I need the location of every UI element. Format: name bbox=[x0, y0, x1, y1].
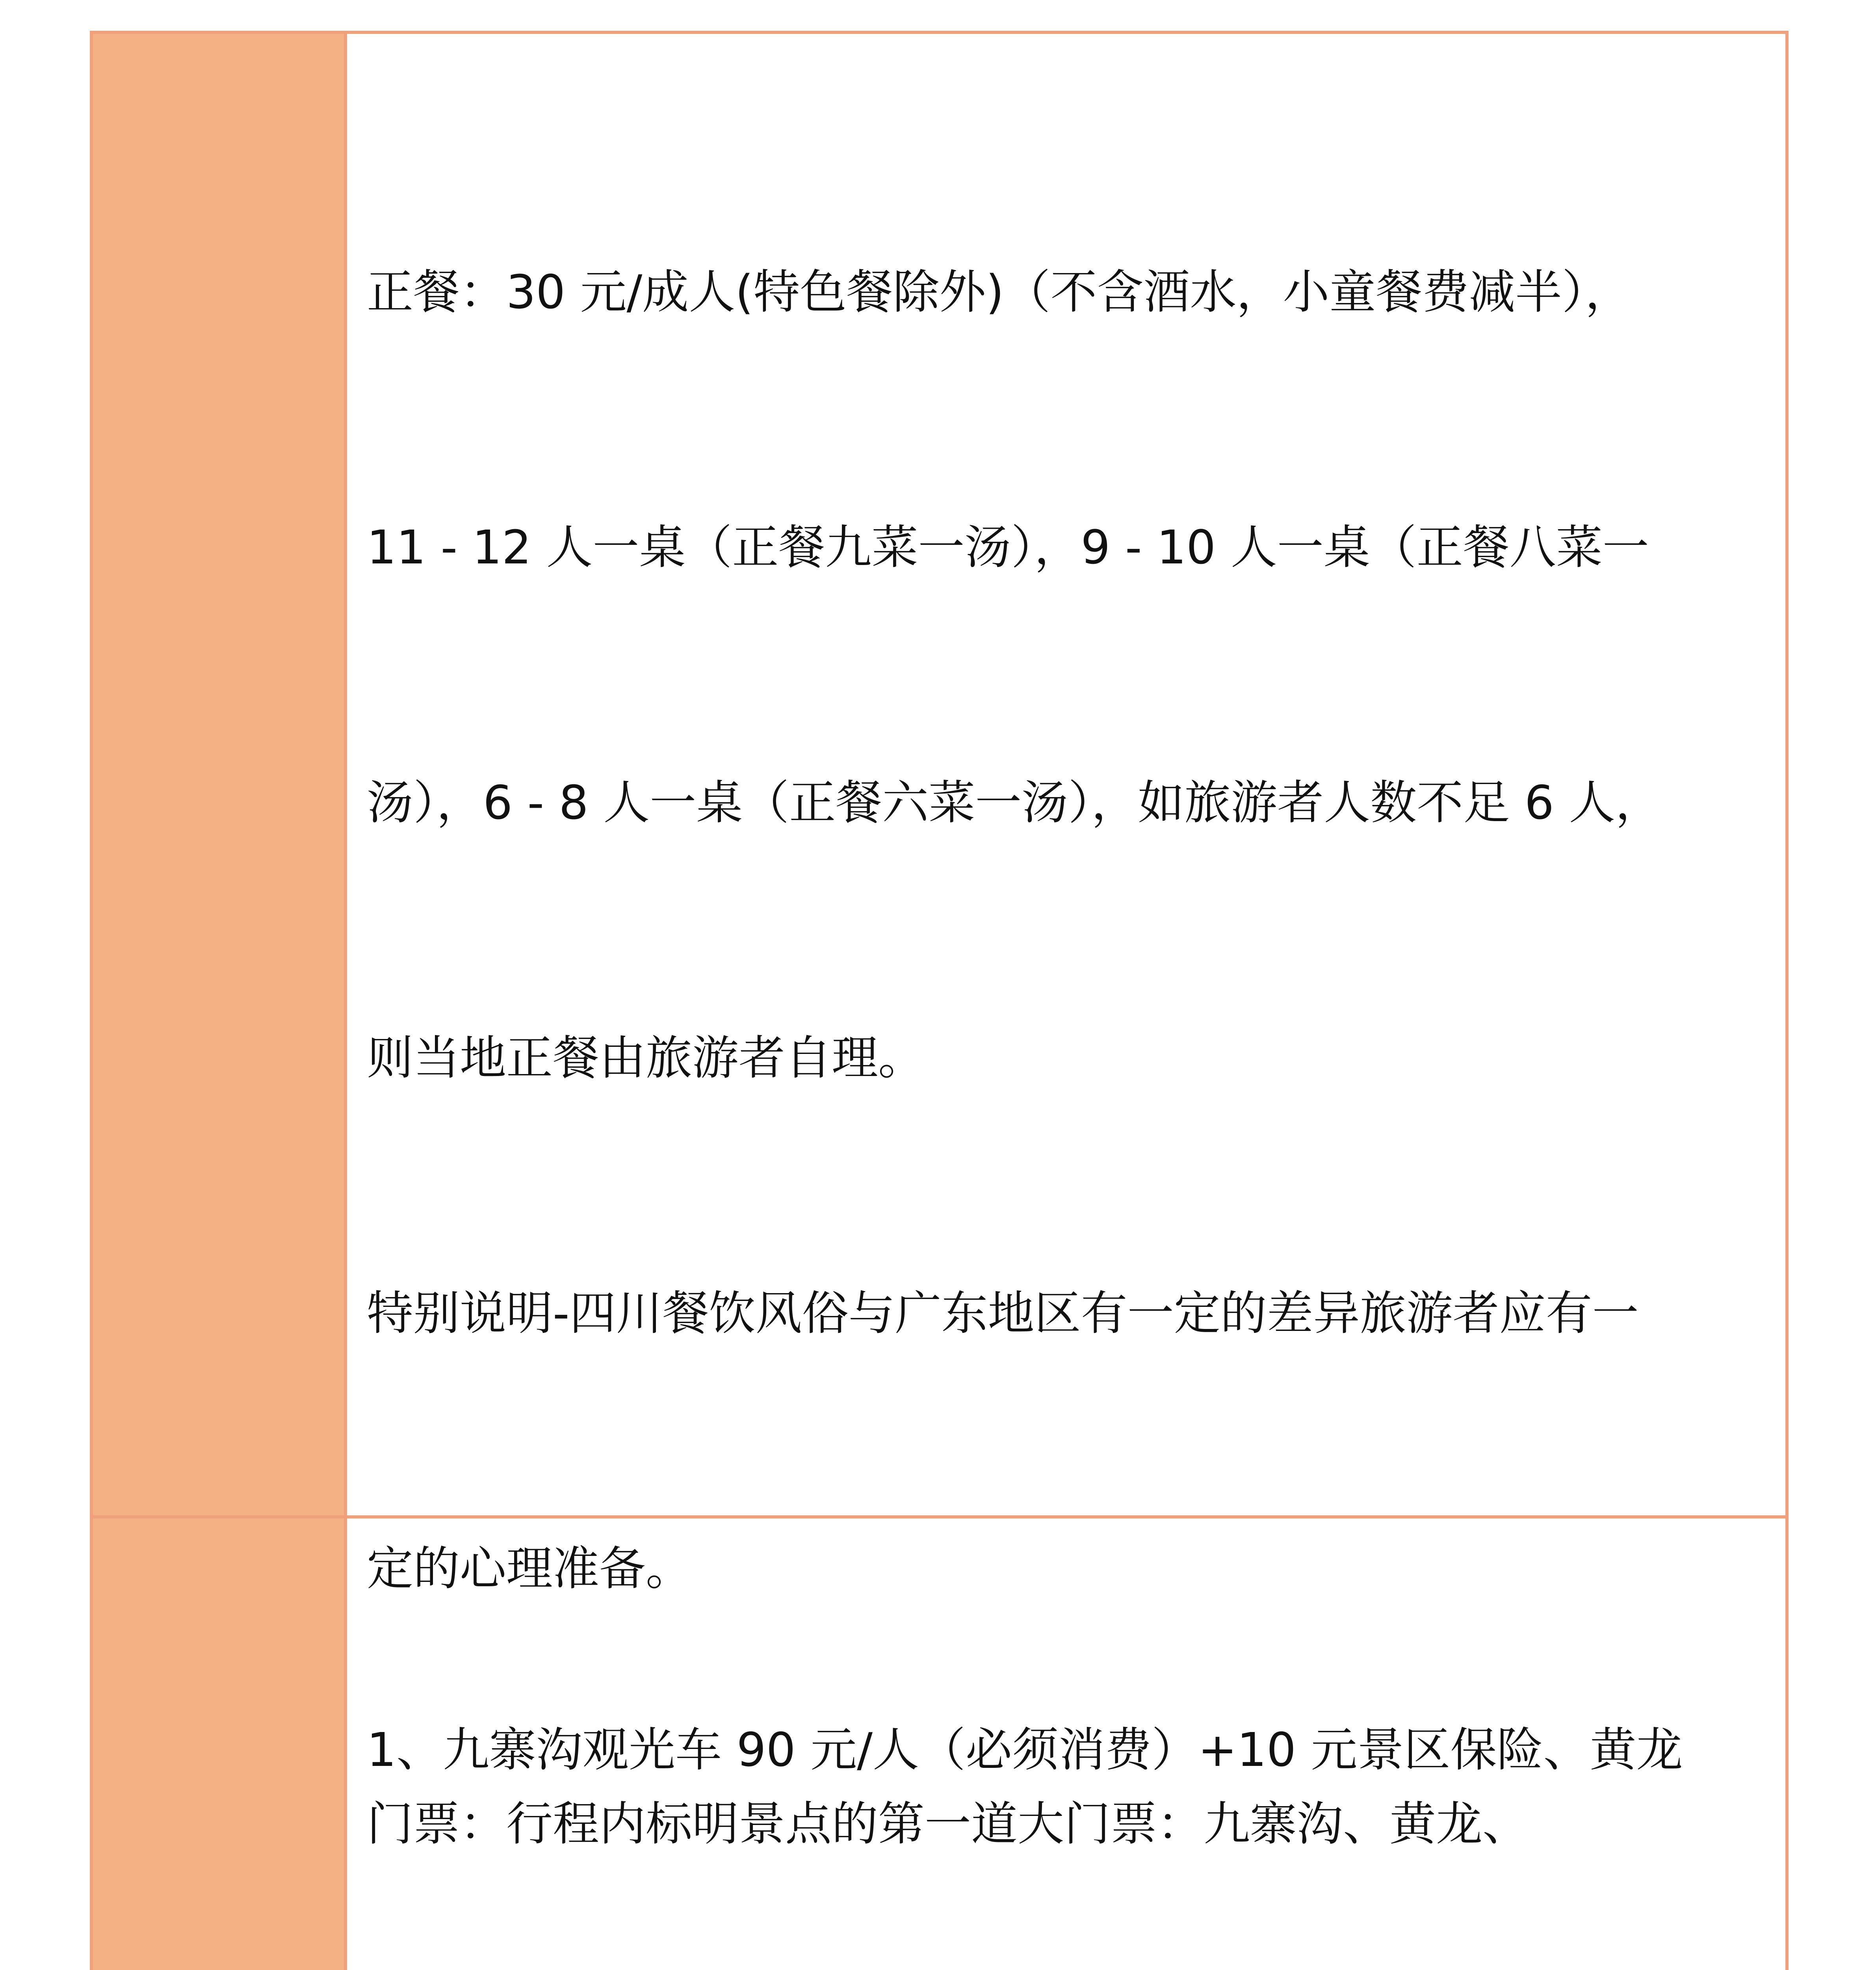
text-line: 特别说明-四川餐饮风俗与广东地区有一定的差异旅游者应有一 bbox=[367, 1286, 1639, 1340]
text-line: 1、九寨沟观光车 90 元/人（必须消费）+10 元景区保险、黄龙 bbox=[367, 1723, 1683, 1777]
text-line: 则当地正餐由旅游者自理。 bbox=[367, 1031, 925, 1085]
text-line bbox=[367, 1963, 1769, 1970]
text-line: 汤），6 - 8 人一桌（正餐六菜一汤），如旅游者人数不足 6 人， bbox=[367, 775, 1662, 830]
excluded-label-cell bbox=[93, 1518, 347, 1970]
text-line: 11 - 12 人一桌（正餐九菜一汤），9 - 10 人一桌（正餐八菜一 bbox=[367, 520, 1649, 574]
text-line: 正餐：30 元/成人(特色餐除外)（不含酒水，小童餐费减半）， bbox=[367, 265, 1632, 319]
text-line: 门票：行程内标明景点的第一道大门票：九寨沟、黄龙、 bbox=[367, 1797, 1529, 1851]
excluded-text bbox=[367, 1537, 1769, 1970]
text-line: 定的心理准备。 bbox=[367, 1541, 693, 1596]
itinerary-table bbox=[90, 31, 1789, 1970]
